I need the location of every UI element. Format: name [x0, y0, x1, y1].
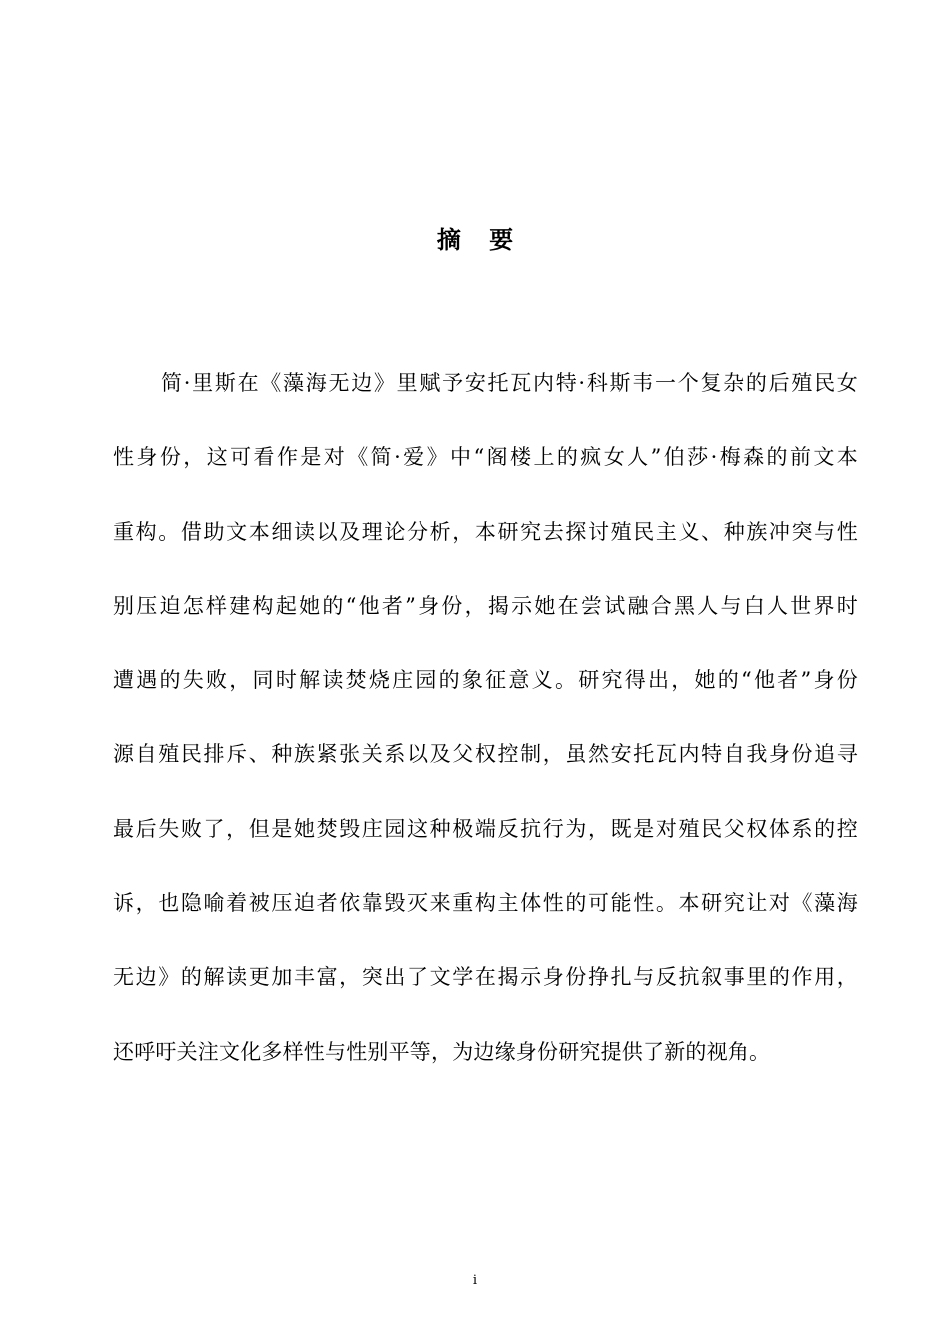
abstract-line: 最后失败了，但是她焚毁庄园这种极端反抗行为，既是对殖民父权体系的控 — [113, 816, 858, 841]
abstract-line: 别压迫怎样建构起她的“他者”身份，揭示她在尝试融合黑人与白人世界时 — [113, 593, 858, 618]
page-number: i — [472, 1273, 478, 1288]
page-title: 摘 要 — [436, 226, 524, 254]
abstract-line: 诉，也隐喻着被压迫者依靠毁灭来重构主体性的可能性。本研究让对《藻海 — [113, 891, 858, 916]
abstract-line: 源自殖民排斥、种族紧张关系以及父权控制，虽然安托瓦内特自我身份追寻 — [113, 742, 858, 767]
abstract-line: 还呼吁关注文化多样性与性别平等，为边缘身份研究提供了新的视角。 — [113, 1039, 771, 1064]
abstract-line: 重构。借助文本细读以及理论分析，本研究去探讨殖民主义、种族冲突与性 — [113, 519, 858, 544]
abstract-line: 无边》的解读更加丰富，突出了文学在揭示身份挣扎与反抗叙事里的作用， — [113, 965, 858, 990]
abstract-line: 遭遇的失败，同时解读焚烧庄园的象征意义。研究得出，她的“他者”身份 — [113, 668, 858, 693]
abstract-body — [113, 358, 858, 1101]
abstract-line: 简·里斯在《藻海无边》里赋予安托瓦内特·科斯韦一个复杂的后殖民女 — [161, 371, 858, 395]
abstract-line: 性身份，这可看作是对《简·爱》中“阁楼上的疯女人”伯莎·梅森的前文本 — [113, 445, 858, 470]
